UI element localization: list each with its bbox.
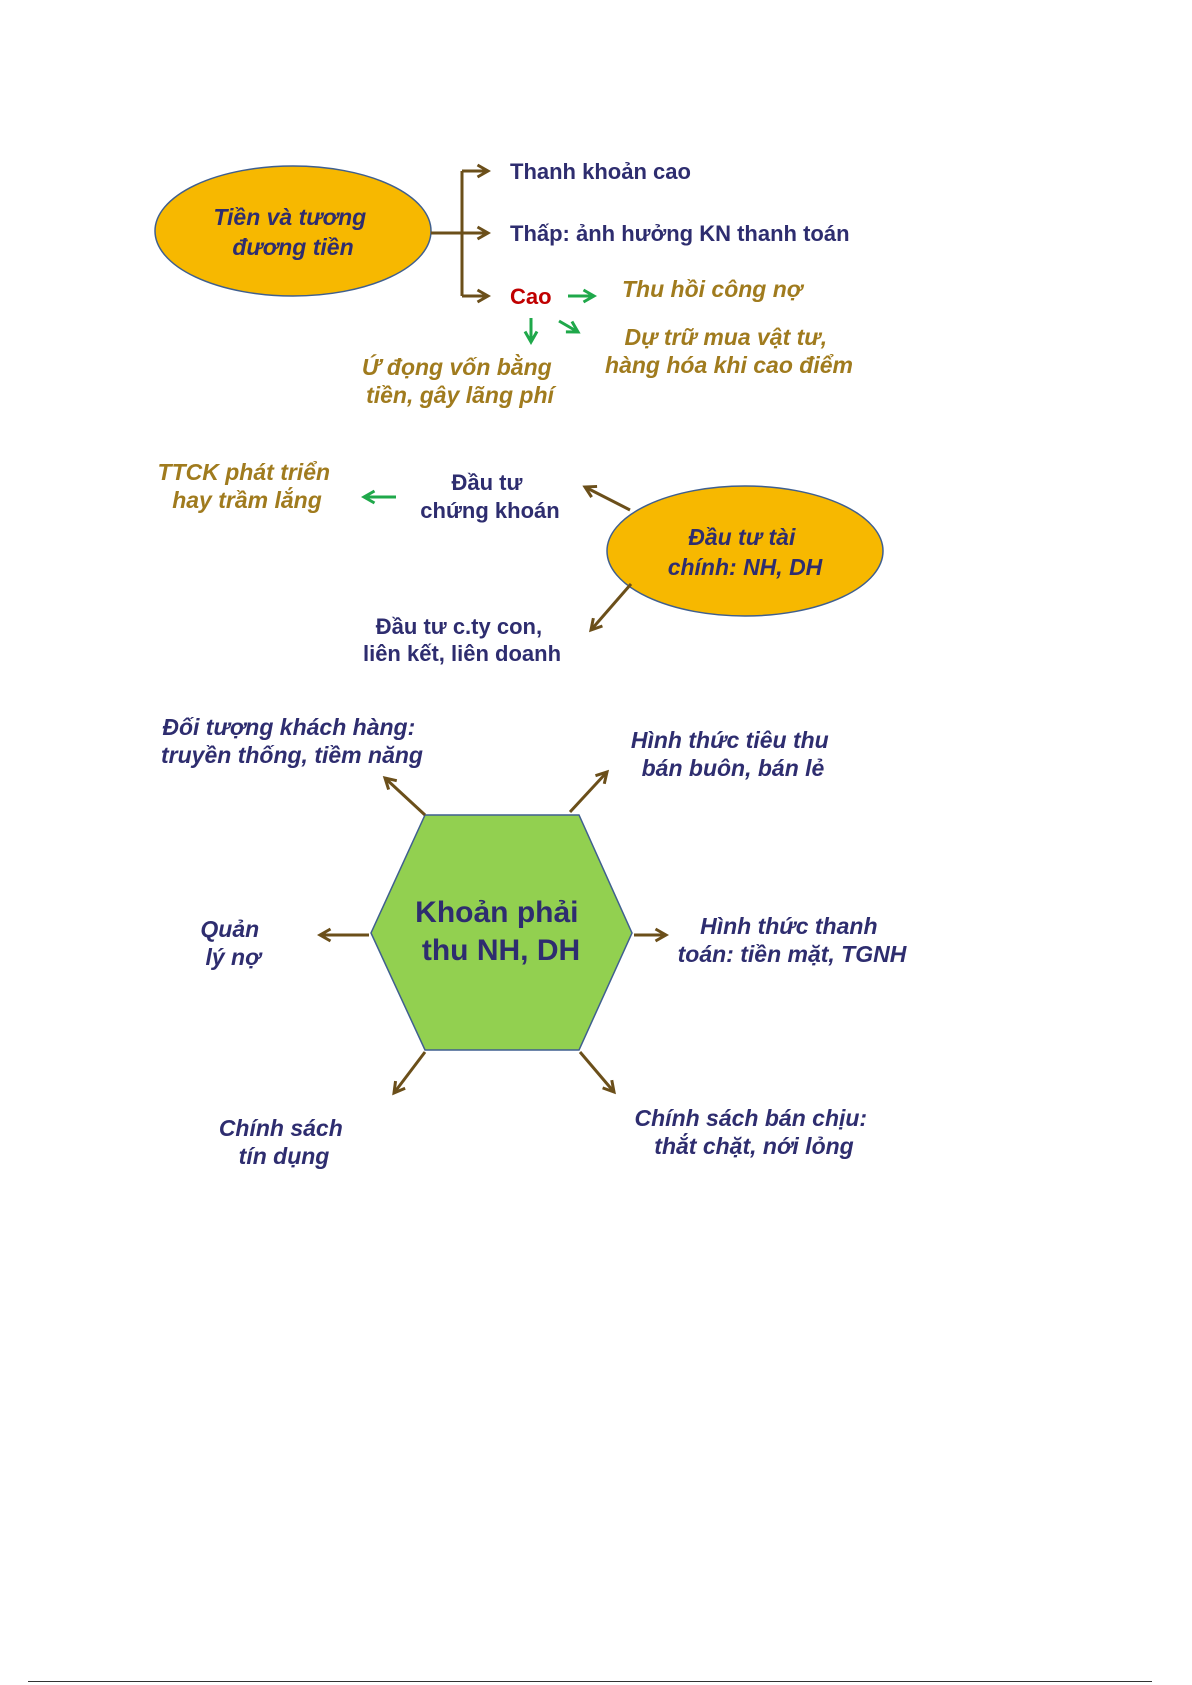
- reserve-line2: hàng hóa khi cao điểm: [605, 352, 853, 378]
- subsidiary-line2: liên kết, liên doanh: [362, 641, 562, 666]
- market-line2: hay trầm lắng: [172, 487, 322, 513]
- arrow-to-securities: [585, 487, 630, 510]
- investment-section: [158, 459, 883, 666]
- receivable-section: [161, 714, 907, 1169]
- investment-node: [607, 486, 883, 616]
- idle-line1: Ứ đọng vốn bằng: [361, 354, 552, 380]
- svg-text:Hình thức tiêu thu bán b: [631, 727, 835, 781]
- low-label: Thấp: ảnh hưởng KN thanh toán: [510, 221, 850, 246]
- arrow-to-sales-form: [570, 772, 607, 812]
- sale-credit-line1: Chính sách bán chịu:: [634, 1105, 868, 1131]
- subsidiary-line1: Đầu tư c.ty con,: [375, 614, 543, 639]
- cash-node-line1: Tiền và tương: [213, 204, 367, 230]
- customers-line1: Đối tượng khách hàng:: [162, 714, 416, 740]
- collect-label: Thu hồi công nợ: [622, 276, 803, 302]
- sale-credit-line2: thắt chặt, nới lỏng: [654, 1133, 854, 1159]
- svg-text:Quản lý nợ: [200, 916, 265, 970]
- arrow-to-sale-credit: [580, 1052, 614, 1092]
- debt-mgmt-line1: Quản: [200, 916, 260, 942]
- receivable-node-line1: Khoản phải: [415, 896, 579, 929]
- credit-policy-line1: Chính sách: [218, 1115, 343, 1141]
- cash-node-line2: đương tiền: [232, 234, 354, 260]
- customers-line2: truyền thống, tiềm năng: [161, 742, 423, 768]
- cash-node: [155, 166, 431, 296]
- svg-text:TTCK phát triển hay trầm: [158, 459, 337, 513]
- receivable-hexagon: [371, 815, 632, 1050]
- svg-text:Đầu tư chứng khoán: [420, 470, 559, 523]
- payment-form-line1: Hình thức thanh: [700, 913, 878, 939]
- page-bottom-rule: [28, 1681, 1152, 1682]
- debt-mgmt-line2: lý nợ: [205, 944, 261, 970]
- arrow-to-credit-policy: [394, 1052, 425, 1093]
- securities-line1: Đầu tư: [451, 470, 523, 495]
- arrow-to-subsidiary: [591, 584, 631, 630]
- svg-text:Hình thức thanh toán: ti: [678, 913, 907, 967]
- svg-text:Chính sách tín dụng: [219, 1115, 349, 1169]
- investment-node-line1: Đầu tư tài: [688, 524, 796, 550]
- securities-line2: chứng khoán: [420, 498, 560, 523]
- investment-node-line2: chính: NH, DH: [667, 554, 823, 580]
- high-label: Cao: [510, 284, 552, 309]
- high-liquidity-label: Thanh khoản cao: [510, 159, 691, 184]
- svg-text:Đối tượng khách hàng: tr: [161, 714, 423, 768]
- receivable-node-line2: thu NH, DH: [421, 934, 581, 967]
- sales-form-line1: Hình thức tiêu thu: [630, 727, 829, 753]
- payment-form-line2: toán: tiền mặt, TGNH: [677, 941, 907, 967]
- svg-text:Dự trữ mua vật tư, hàng: [605, 324, 853, 378]
- reserve-line1: Dự trữ mua vật tư,: [624, 324, 828, 350]
- idle-line2: tiền, gây lãng phí: [366, 382, 554, 408]
- arrow-to-reserve: [559, 321, 578, 332]
- cash-section: [155, 159, 853, 408]
- market-line1: TTCK phát triển: [157, 459, 331, 485]
- credit-policy-line2: tín dụng: [238, 1143, 330, 1169]
- svg-text:Ứ đọng vốn bằng tiền, gâ: [362, 353, 558, 408]
- sales-form-line2: bán buôn, bán lẻ: [641, 755, 825, 781]
- arrow-to-customers: [385, 778, 425, 815]
- svg-text:Chính sách bán chịu: thắ: [635, 1105, 874, 1159]
- svg-text:Đầu tư c.ty con, liên kế: [363, 614, 561, 666]
